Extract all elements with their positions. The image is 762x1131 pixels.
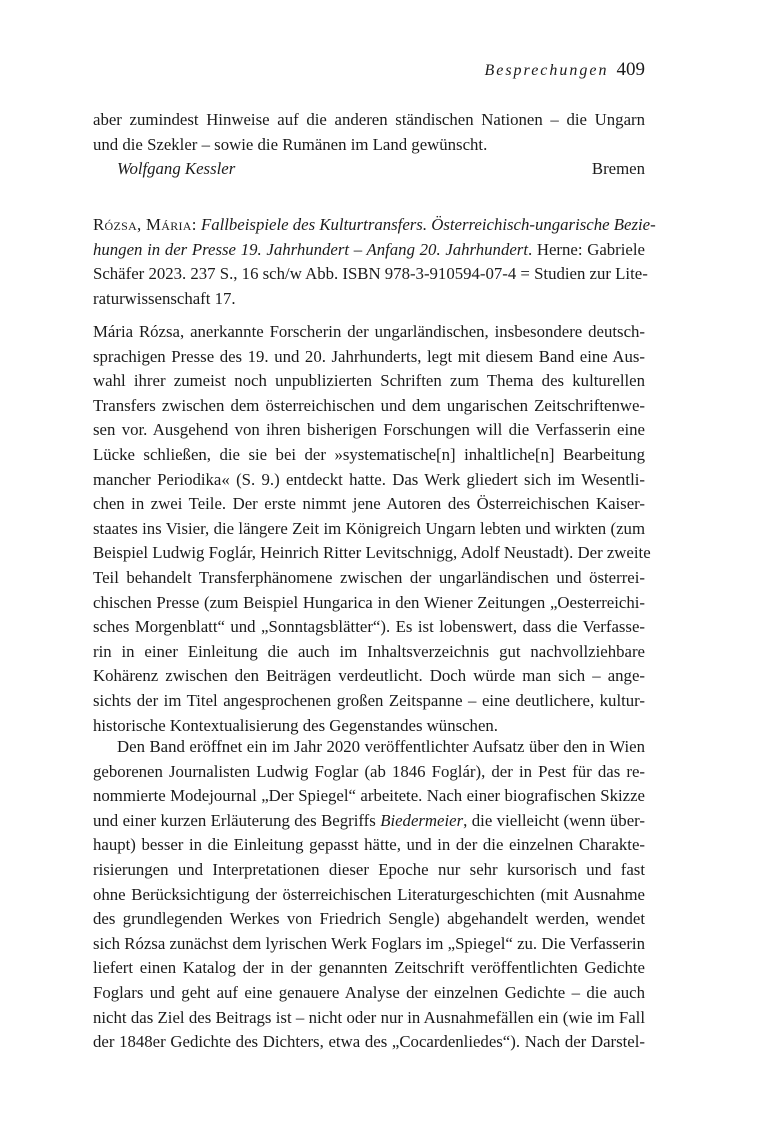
review-signature	[93, 157, 645, 182]
text-line: Teil behandelt Transferphänomene zwischen der ungarländischen und österrei-	[93, 567, 645, 587]
text-line: der 1848er Gedichte des Dichters, etwa des „Cocardenliedes“). Nach der Darstel-	[93, 1032, 645, 1052]
text-line: Foglars und geht auf eine genauere Analyse der einzelnen Gedichte – die auch	[93, 982, 645, 1002]
publisher-info: . Herne: Gabriele	[527, 239, 645, 259]
text-line: und die Szekler – sowie die Rumänen im Land gewünscht.	[93, 134, 488, 154]
paragraph-2	[93, 735, 645, 1055]
text-line: des grundlegenden Werkes von Friedrich Sengle) abgehandelt werden, wendet	[93, 909, 645, 929]
text-line: ohne Berücksichtigung der österreichischen Literaturgeschichten (mit Ausnahme	[93, 884, 645, 904]
running-head-section: Besprechungen	[484, 62, 609, 79]
text-line: haupt) besser in die Einleitung gepasst hätte, und in der die einzelnen Charakte-	[93, 835, 645, 855]
text-line: Beispiel Ludwig Foglár, Heinrich Ritter Levitschnigg, Adolf Neustadt). Der zweite	[93, 543, 651, 563]
text-line: nommierte Modejournal „Der Spiegel“ arbeitete. Nach einer biografischen Skizze	[93, 786, 645, 806]
text-line: Den Band eröffnet ein im Jahr 2020 veröffentlichter Aufsatz über den in Wien	[117, 737, 645, 756]
text-line: sich Rózsa zunächst dem lyrischen Werk Foglars im „Spiegel“ zu. Die Verfasserin	[93, 933, 645, 953]
text-line: sichts der im Titel angesprochenen großen Zeitspanne – eine deutlichere, kultur-	[93, 690, 645, 710]
review-header	[93, 213, 656, 311]
running-head	[484, 58, 645, 83]
text-line: Lücke schließen, die sie bei der »systematische[n] inhaltliche[n] Bearbeitung	[93, 444, 645, 464]
paragraph-1	[93, 320, 651, 738]
text-line: geborenen Journalisten Ludwig Foglar (ab 1846 Foglár), der in Pest für das re-	[93, 761, 645, 781]
book-title-part1: Fallbeispiele des Kulturtransfers. Österreichisch-ungarische Bezie-	[200, 215, 656, 234]
text-line	[93, 809, 645, 834]
signature-place: Bremen	[591, 159, 645, 179]
text-line: wahl ihrer zumeist noch unpublizierten Schriften zum Thema des kulturellen	[93, 371, 645, 391]
text-line: sches Morgenblatt“ und „Sonntagsblätter“). Es ist lobenswert, dass die Verfasse-	[93, 617, 645, 637]
text-line: chen in zwei Teile. Der erste nimmt jene Autoren des Österreichischen Kaiser-	[93, 494, 645, 514]
reviewed-author: Rózsa, Mária:	[93, 215, 197, 234]
review-header-line	[93, 213, 656, 238]
text-line: mancher Periodika« (S. 9.) entdeckt hatte. Das Werk gliedert sich im Wesentli-	[93, 469, 645, 489]
text-line: staates ins Visier, die längere Zeit im Königreich Ungarn lebten und wirkten (zum	[93, 518, 645, 538]
carryover-text	[93, 108, 645, 182]
text-line: nicht das Ziel des Beitrags ist – nicht oder nur in Ausnahmefällen ein (wie im Fall	[93, 1007, 645, 1027]
text-line: risierungen und Interpretationen dieser Epoche nur sehr kursorisch und fast	[93, 859, 645, 879]
text-segment: und einer kurzen Erläuterung des Begriffs	[93, 810, 381, 830]
text-segment: , die vielleicht (wenn über-	[463, 810, 645, 830]
text-line: sprachigen Presse des 19. und 20. Jahrhunderts, legt mit diesem Band eine Aus-	[93, 346, 645, 366]
book-title-part2: hungen in der Presse 19. Jahrhundert – Anfang 20. Jahrhundert	[93, 239, 528, 259]
review-header-line: raturwissenschaft 17.	[93, 288, 236, 308]
page-number: 409	[616, 59, 645, 80]
text-line: sen vor. Ausgehend von ihren bisherigen Forschungen will die Verfasserin eine	[93, 420, 645, 440]
review-header-line	[93, 238, 645, 263]
text-line: historische Kontextualisierung des Gegenstandes wünschen.	[93, 715, 498, 735]
review-header-line: Schäfer 2023. 237 S., 16 sch/w Abb. ISBN 978-3-910594-07-4 = Studien zur Lite-	[93, 264, 648, 284]
text-line: Mária Rózsa, anerkannte Forscherin der ungarländischen, insbesondere deutsch-	[93, 322, 645, 341]
text-line: Kohärenz zwischen den Beiträgen verdeutlicht. Doch würde man sich – ange-	[93, 666, 645, 686]
signature-author: Wolfgang Kessler	[117, 159, 236, 179]
text-line: Transfers zwischen dem österreichischen und dem ungarischen Zeitschriftenwe-	[93, 395, 645, 415]
text-line: rin in einer Einleitung die auch im Inhaltsverzeichnis gut nachvollziehbare	[93, 641, 645, 661]
text-line: liefert einen Katalog der in der genannten Zeitschrift veröffentlichten Gedichte	[93, 958, 645, 978]
emphasized-term: Biedermeier	[380, 810, 464, 830]
text-line: aber zumindest Hinweise auf die anderen ständischen Nationen – die Ungarn	[93, 110, 645, 129]
text-line: chischen Presse (zum Beispiel Hungarica in den Wiener Zeitungen „Oesterreichi-	[93, 592, 645, 612]
